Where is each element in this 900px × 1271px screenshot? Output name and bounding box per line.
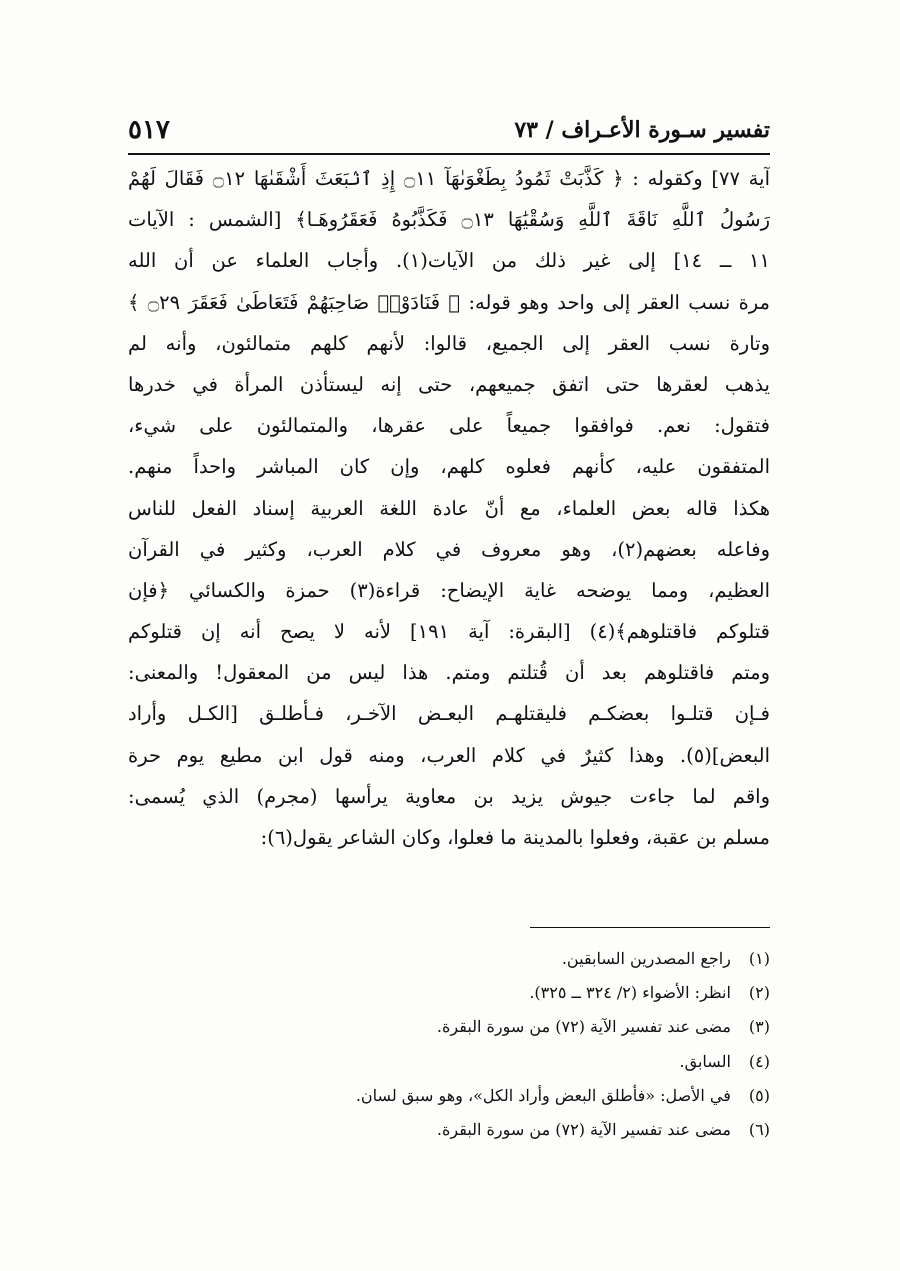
footnote-text: السابق. [679, 1051, 731, 1071]
text-line: وفاعله بعضهم(٢)، وهو معروف في كلام العرب، وكثير في القرآن [128, 537, 770, 561]
footnote-item [128, 1113, 770, 1147]
text-line: وتارة نسب العقر إلى الجميع، قالوا: لأنهم كلهم متمالئون، وأنه لم [128, 331, 770, 355]
text-line: فـإن قتلـوا بعضكـم فليقتلهـم البعـض الآخـر، فـأطلـق [الكـل وأراد [128, 702, 770, 726]
text-line: ١١ ــ ١٤] إلى غير ذلك من الآيات(١). وأجاب العلماء عن أن الله [128, 249, 770, 273]
footnote-number: (٤) [748, 1051, 770, 1071]
footnote-text: في الأصل: «فأطلق البعض وأراد الكل»، وهو سبق لسان. [355, 1085, 731, 1105]
main-text [128, 158, 770, 858]
footnote-text: انظر: الأضواء (٢/ ٣٢٤ ــ ٣٢٥). [529, 983, 731, 1003]
text-line: يذهب لعقرها حتى اتفق جميعهم، حتى إنه ليستأذن المرأة في خدرها [128, 372, 770, 396]
footnote-item [128, 1010, 770, 1044]
footnote-item [128, 976, 770, 1010]
text-line: واقم لما جاءت جيوش يزيد بن معاوية يرأسها (مجرم) الذي يُسمى: [128, 784, 770, 808]
page-header [128, 108, 770, 152]
text-line: ومتم فاقتلوهم بعد أن قُتلتم ومتم. هذا ليس من المعقول! والمعنى: [128, 661, 770, 685]
footnote-number: (٥) [748, 1085, 770, 1105]
header-divider [128, 153, 770, 155]
text-line: فتقول: نعم. فوافقوا جميعاً على عقرها، والمتمالئون على شيء، [128, 414, 770, 438]
text-line: آية ٧٧] وكقوله : ﴿ كَذَّبَتْ ثَمُودُ بِطَغْوَىٰهَآ ۝١١ إِذِ ٱنۢبَعَثَ أَشْقَىٰهَا ۝١٢ فَقَالَ لَهُمْ [128, 167, 770, 190]
footnote-number: (١) [748, 949, 770, 968]
text-line: العظيم، ومما يوضحه غاية الإيضاح: قراءة(٣) حمزة والكسائي ﴿فإن [128, 578, 770, 602]
footnote-text: مضى عند تفسير الآية (٧٢) من سورة البقرة. [436, 1017, 731, 1037]
text-line: قتلوكم فاقتلوهم﴾(٤) [البقرة: آية ١٩١] لأنه لا يصح أنه إن قتلوكم [128, 620, 770, 644]
footnote-text: راجع المصدرين السابقين. [561, 949, 731, 968]
footnote-number: (٢) [748, 983, 770, 1003]
text-line: البعض](٥). وهذا كثيرٌ في كلام العرب، ومنه قول ابن مطيع يوم حرة [128, 743, 770, 767]
footnote-item [128, 1045, 770, 1079]
footnote-number: (٣) [748, 1017, 770, 1037]
text-line: المتفقون عليه، كأنهم فعلوه كلهم، وإن كان المباشر واحداً منهم. [128, 455, 770, 479]
footnote-divider [530, 927, 770, 928]
text-line: رَسُولُ ٱللَّهِ نَاقَةَ ٱللَّهِ وَسُقْيَٰهَا ۝١٣ فَكَذَّبُوهُ فَعَقَرُوهَـا﴾ [الشمس : الآيات [128, 208, 770, 232]
footnote-item [128, 942, 770, 976]
text-line: هكذا قاله بعض العلماء، مع أنّ عادة اللغة العربية إسناد الفعل للناس [128, 496, 770, 520]
footnote-number: (٦) [748, 1119, 770, 1139]
page-number: ٥١٧ [128, 115, 170, 145]
footnote-text: مضى عند تفسير الآية (٧٢) من سورة البقرة. [436, 1119, 731, 1139]
footnote-item [128, 1079, 770, 1113]
running-title: تفسير سـورة الأعـراف / ٧٣ [514, 117, 770, 143]
text-line: مسلم بن عقبة، وفعلوا بالمدينة ما فعلوا، وكان الشاعر يقول(٦): [260, 826, 770, 849]
footnotes [128, 942, 770, 1147]
text-line: مرة نسب العقر إلى واحد وهو قوله: ﴿ فَنَادَوْا۟ صَاحِبَهُمْ فَتَعَاطَىٰ فَعَقَرَ ۝٢٩ ﴾ [128, 290, 770, 314]
